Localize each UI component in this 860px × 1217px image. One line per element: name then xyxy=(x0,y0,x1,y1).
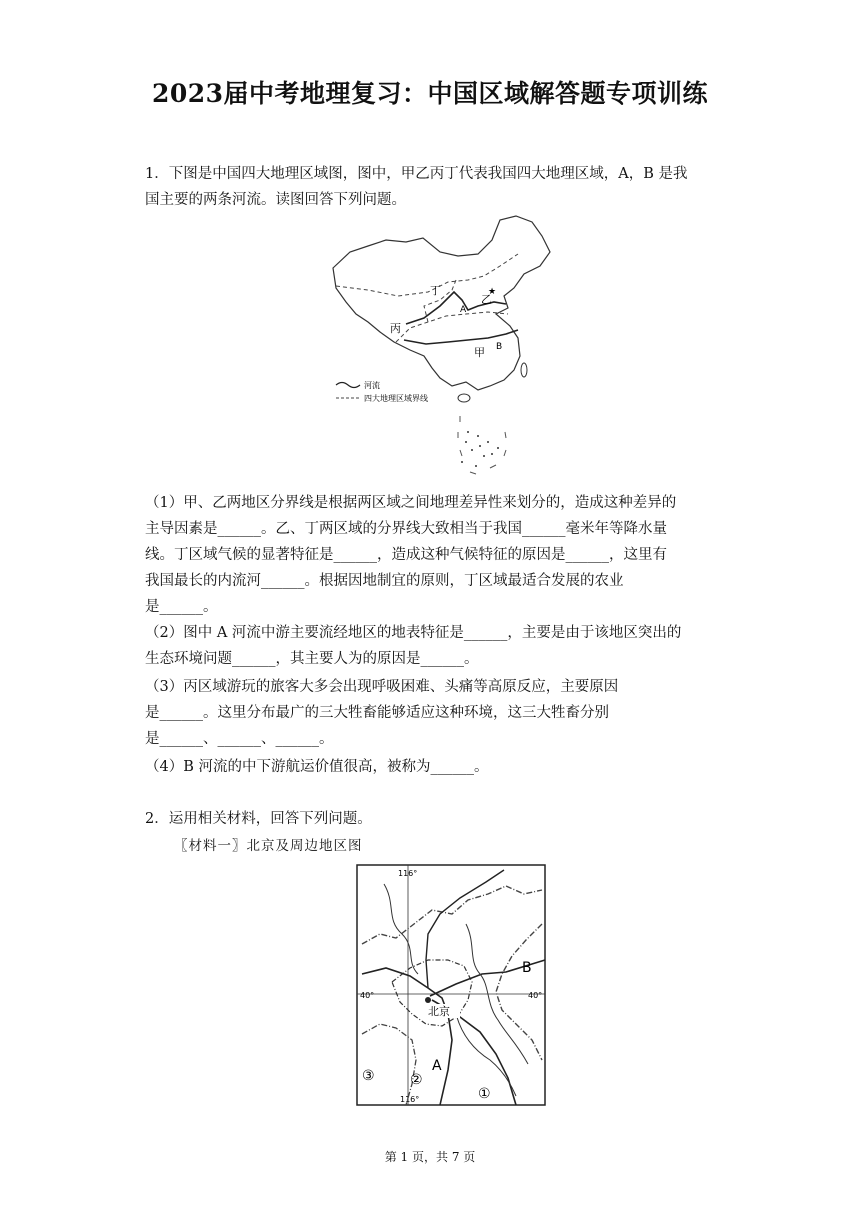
china-outline xyxy=(333,216,550,390)
q1-sub4 xyxy=(145,754,735,780)
page-title: 2023届中考地理复习：中国区域解答题专项训练 xyxy=(151,79,709,108)
q1-sub1-line: 我国最长的内流河______。根据因地制宜的原则，丁区域最适合发展的农业 xyxy=(145,573,624,589)
q1-sub3 xyxy=(145,674,735,752)
label-jia: 甲 xyxy=(474,346,485,359)
q1-sub3-line: 是______、______、______。 xyxy=(145,731,334,747)
label-circle-1: ① xyxy=(478,1086,491,1102)
q1-sub1-line: 线。丁区域气候的显著特征是______，造成这种气候特征的原因是______，这里有 xyxy=(145,547,667,563)
q1-intro-line: 1．下图是中国四大地理区域图，图中，甲乙丙丁代表我国四大地理区域，A，B 是我 xyxy=(145,166,688,182)
q1-intro-line: 国主要的两条河流。读图回答下列问题。 xyxy=(145,192,406,208)
q1-sub4-line: （4）B 河流的中下游航运价值很高，被称为______。 xyxy=(145,759,489,775)
label-river-a: A xyxy=(460,305,467,315)
beijing-marker xyxy=(425,997,431,1003)
label-circle-2: ② xyxy=(410,1072,423,1088)
star-icon: ★ xyxy=(488,287,497,297)
q1-sub1-line: 主导因素是______。乙、丁两区域的分界线大致相当于我国______毫米年等降水量 xyxy=(145,521,667,537)
q1-intro xyxy=(145,161,735,213)
legend-boundary-label: 四大地理区域界线 xyxy=(364,394,428,403)
lat-label-right: 40° xyxy=(528,991,543,1000)
label-b: B xyxy=(522,960,532,976)
lat-label-left: 40° xyxy=(360,991,375,1000)
label-a: A xyxy=(432,1058,442,1074)
q1-sub3-line: 是______。这里分布最广的三大牲畜能够适应这种环境，这三大牲畜分别 xyxy=(145,705,609,721)
q1-sub2-line: （2）图中 A 河流中游主要流经地区的地表特征是______，主要是由于该地区突出的 xyxy=(145,625,682,641)
q2-material1-caption: 〖材料一〗北京及周边地区图 xyxy=(174,838,363,854)
q1-sub2 xyxy=(145,620,735,672)
q1-sub2-line: 生态环境问题______，其主要人为的原因是______。 xyxy=(145,651,479,667)
legend-river-icon xyxy=(336,383,360,388)
label-bing: 丙 xyxy=(390,322,401,335)
q1-sub1-line: 是______。 xyxy=(145,599,218,615)
lon-label-bottom: 116° xyxy=(400,1095,420,1104)
hainan-island xyxy=(458,394,470,402)
q1-sub1-line: （1）甲、乙两地区分界线是根据两区域之间地理差异性来划分的，造成这种差异的 xyxy=(145,495,677,511)
lon-label-top: 116° xyxy=(398,869,418,878)
beijing-region-map xyxy=(356,864,546,1106)
map-frame xyxy=(357,865,545,1105)
q1-sub1 xyxy=(145,490,735,620)
beijing-label: 北京 xyxy=(428,1005,450,1018)
label-circle-3: ③ xyxy=(362,1068,375,1084)
page-footer: 第 1 页，共 7 页 xyxy=(384,1150,476,1164)
legend-river-label: 河流 xyxy=(364,381,380,390)
taiwan-island xyxy=(521,363,527,377)
nine-dash-line xyxy=(458,416,506,474)
label-river-b: B xyxy=(496,342,503,352)
label-ding: 丁 xyxy=(430,284,441,297)
south-china-sea-islands xyxy=(461,431,499,467)
china-regions-map xyxy=(328,210,560,482)
q2-intro: 2．运用相关材料，回答下列问题。 xyxy=(145,811,372,827)
q1-sub3-line: （3）丙区域游玩的旅客大多会出现呼吸困难、头痛等高原反应，主要原因 xyxy=(145,679,619,695)
label-yi: 乙 xyxy=(481,293,492,306)
